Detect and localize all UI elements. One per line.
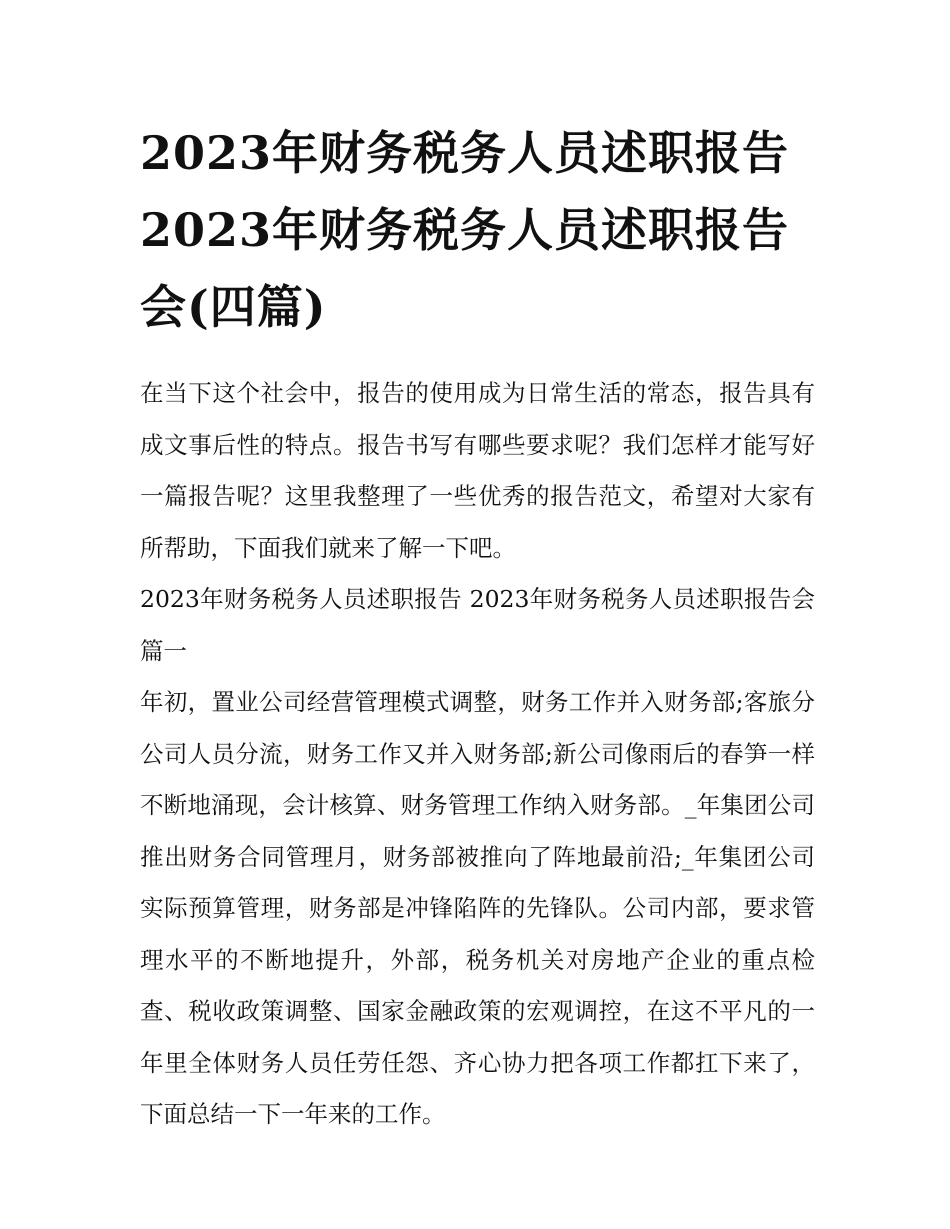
document-page [140,115,815,1141]
section-heading: 2023年财务税务人员述职报告 2023年财务税务人员述职报告会篇一 [140,585,815,665]
body-paragraph: 年初，置业公司经营管理模式调整，财务工作并入财务部;客旅分公司人员分流，财务工作又并入财务部;新公司像雨后的春笋一样不断地涌现，会计核算、财务管理工作纳入财务部。_年集团公司推出财务合同管理月，财务部被推向了阵地最前沿;_年集团公司实际预算管理，财务部是冲锋陷阵的先锋队。公司内部，要求管理水平的不断地提升，外部，税务机关对房地产企业的重点检查、税收政策调整、国家金融政策的宏观调控，在这不平凡的一年里全体财务人员任劳任怨、齐心协力把各项工作都扛下来了，下面总结一下一年来的工作。 [140,688,815,1128]
document-title: 2023年财务税务人员述职报告 2023年财务税务人员述职报告会(四篇) [140,126,790,334]
intro-paragraph: 在当下这个社会中，报告的使用成为日常生活的常态，报告具有成文事后性的特点。报告书写有哪些要求呢？我们怎样才能写好一篇报告呢？这里我整理了一些优秀的报告范文，希望对大家有所帮助，下面我们就来了解一下吧。 [140,379,815,562]
